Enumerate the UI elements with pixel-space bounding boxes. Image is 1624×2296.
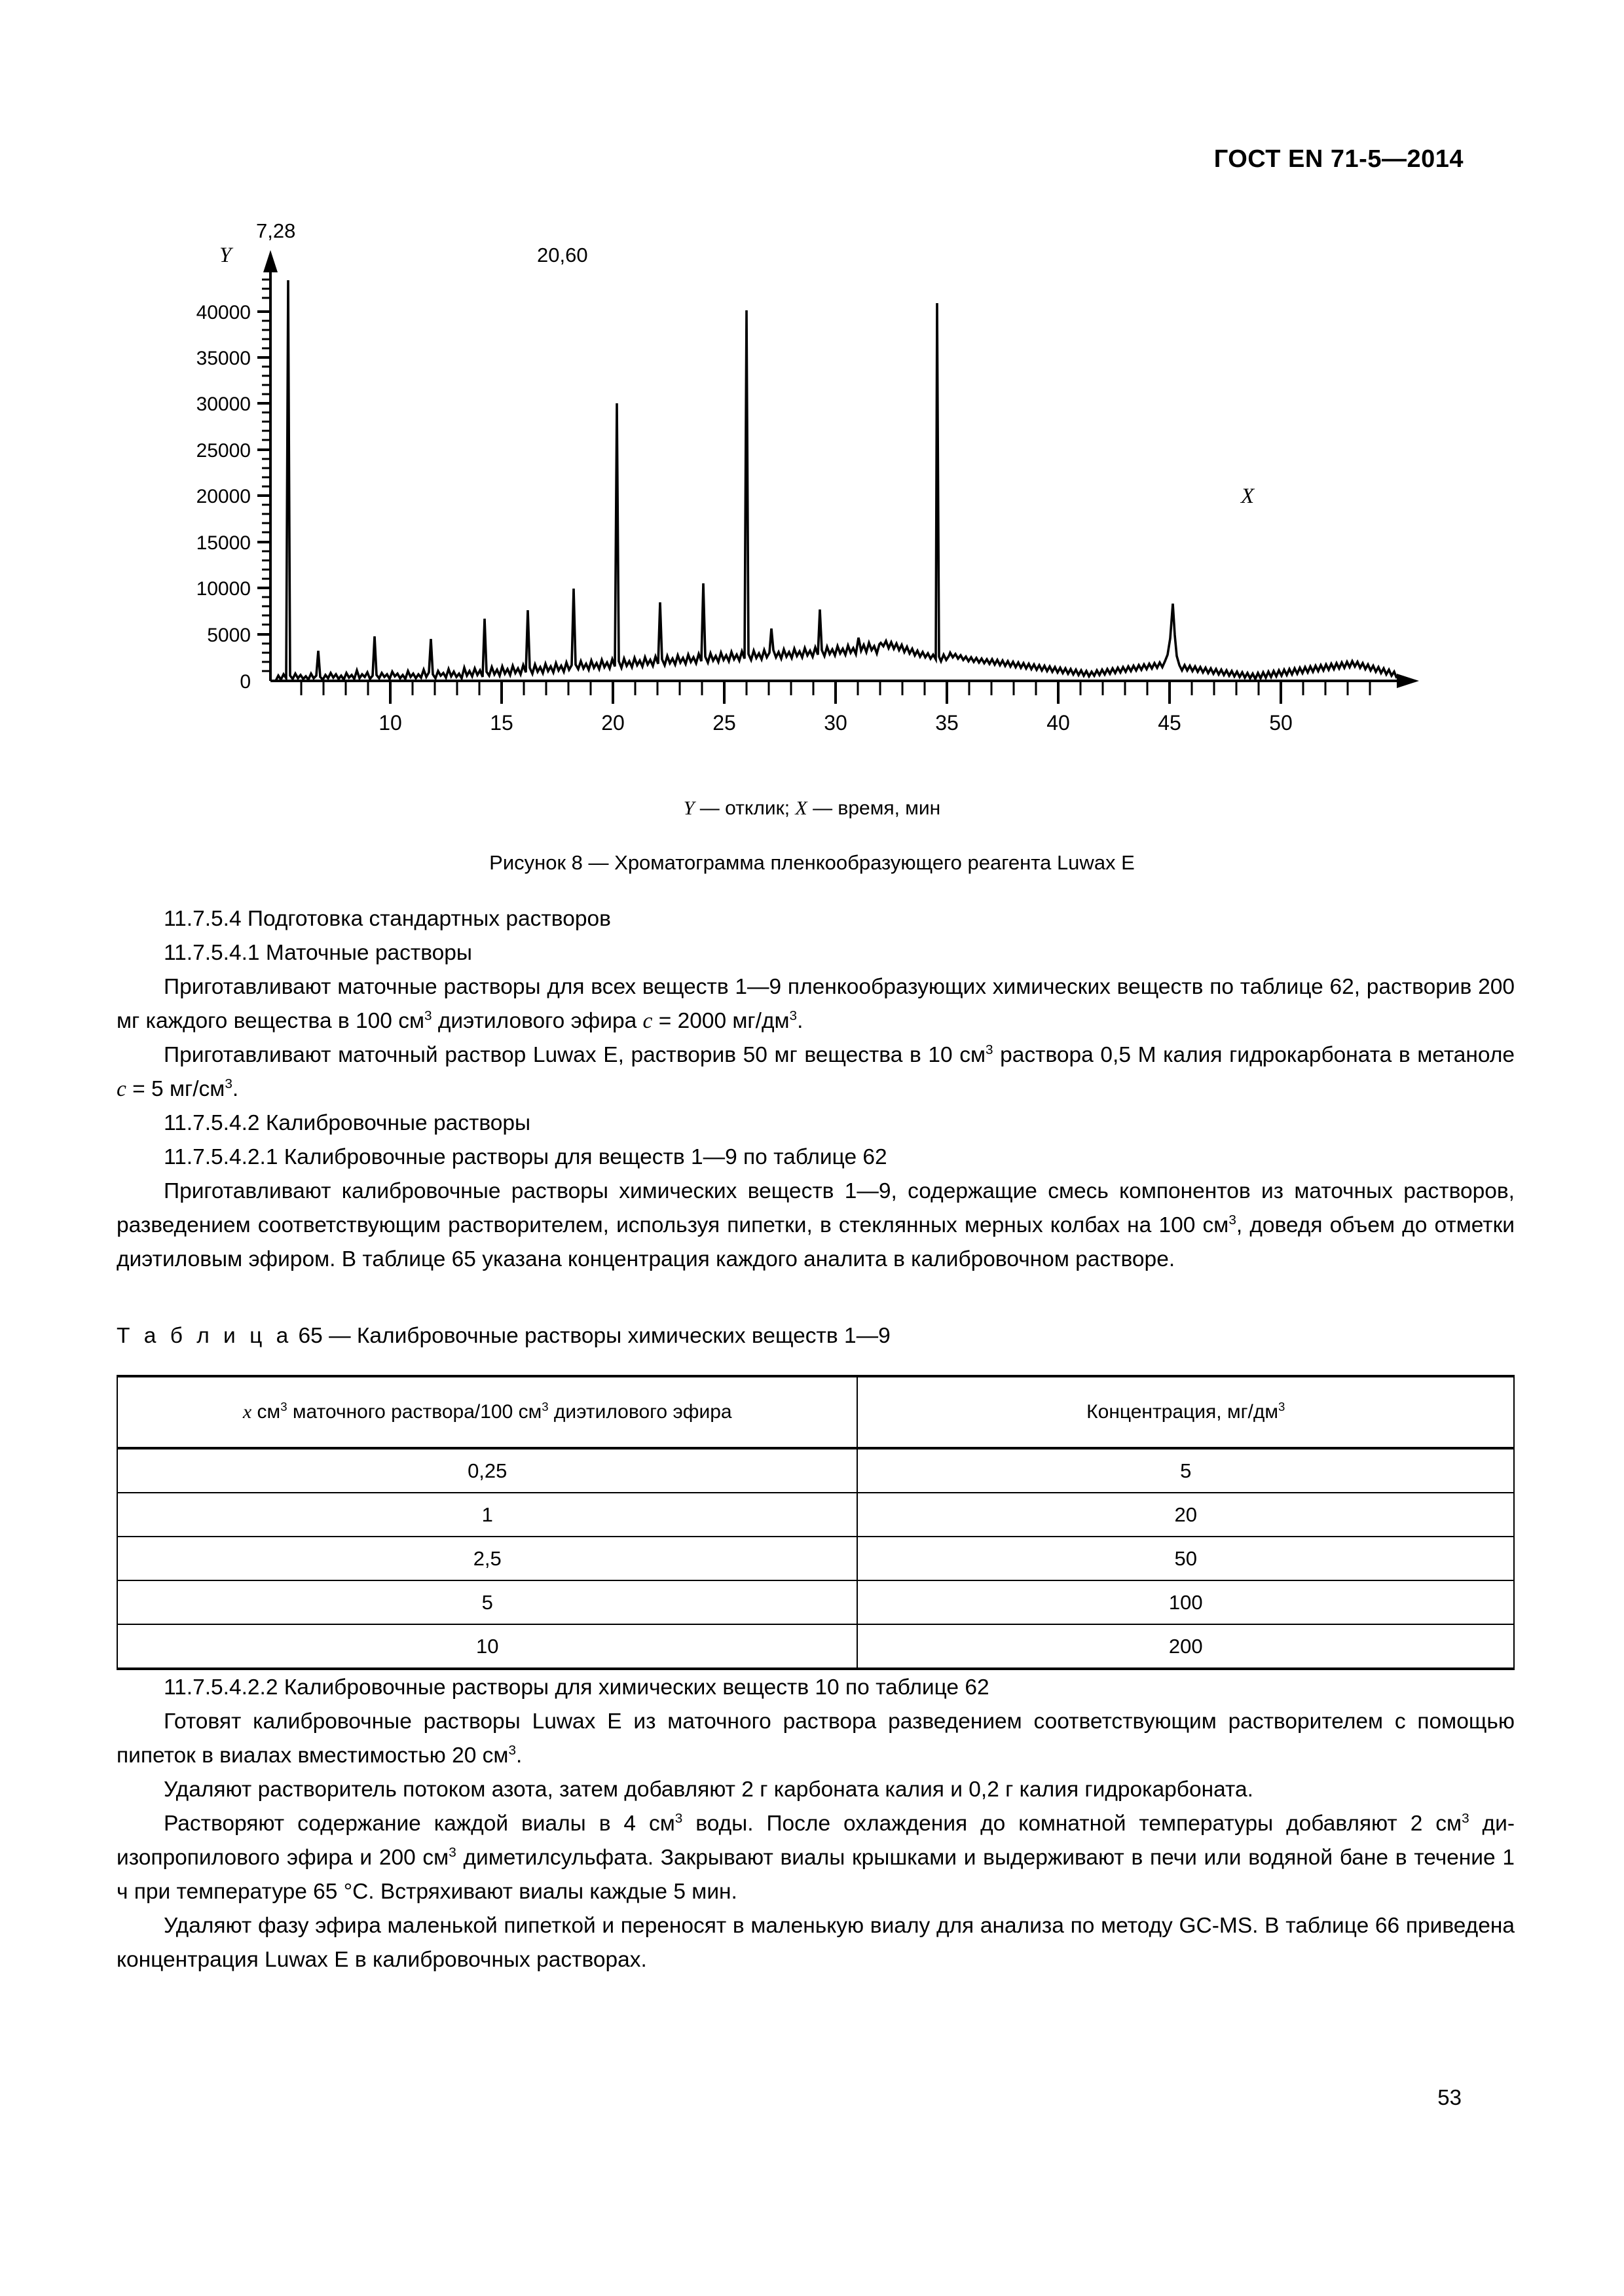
cell-concentration: 50	[857, 1537, 1514, 1580]
legend-x-text: — время, мин	[807, 797, 941, 819]
document-standard-id: ГОСТ EN 71-5—2014	[1213, 145, 1464, 173]
chromatogram-trace	[276, 280, 1397, 681]
svg-text:25000: 25000	[196, 440, 251, 462]
para-6-sup-3: 3	[449, 1844, 456, 1860]
svg-text:50: 50	[1269, 711, 1293, 735]
para-2-part-e: .	[232, 1077, 239, 1101]
para-6-part-b: воды. После охлаждения до комнатной температуры добавляют 2 см	[682, 1812, 1462, 1836]
para-4-part-b: .	[516, 1743, 523, 1768]
svg-text:30: 30	[824, 711, 847, 735]
svg-text:35: 35	[935, 711, 959, 735]
svg-text:30000: 30000	[196, 393, 251, 415]
svg-text:45: 45	[1158, 711, 1181, 735]
x-axis-ticks	[301, 681, 1370, 704]
para-6-part-c: ди-изопропилового эфира и 200 см	[117, 1812, 1515, 1870]
svg-text:35000: 35000	[196, 348, 251, 369]
table-caption-rest: 65 — Калибровочные растворы химических веществ 1—9	[292, 1324, 891, 1348]
paragraph-luwax-calibration	[117, 1705, 1515, 1773]
cell-volume: 0,25	[117, 1448, 857, 1493]
svg-text:20000: 20000	[196, 486, 251, 507]
svg-text:0: 0	[240, 671, 251, 693]
para-2-part-d: = 5 мг/см	[126, 1077, 225, 1101]
svg-text:15: 15	[490, 711, 513, 735]
table-row	[117, 1624, 1514, 1669]
para-2-part-a: Приготавливают маточный раствор Luwax E, растворив 50 мг вещества в 10 см	[164, 1043, 986, 1067]
para-6-part-a: Растворяют содержание каждой виалы в 4 см	[164, 1812, 675, 1836]
para-2-sup-1: 3	[985, 1042, 993, 1057]
svg-text:40000: 40000	[196, 302, 251, 323]
column-header-volume-symbol: x	[242, 1401, 252, 1423]
para-2-sup-2: 3	[225, 1076, 232, 1091]
cell-concentration: 200	[857, 1624, 1514, 1669]
table-65-caption	[117, 1324, 891, 1349]
svg-text:10: 10	[378, 711, 402, 735]
paragraph-dissolution	[117, 1807, 1515, 1909]
para-2-part-b: раствора 0,5 М калия гидрокарбоната в метаноле	[993, 1043, 1515, 1067]
x-axis-letter: X	[1241, 484, 1255, 508]
svg-text:20: 20	[601, 711, 625, 735]
x-axis-tick-labels	[378, 711, 1293, 735]
para-6-part-d: диметилсульфата. Закрывают виалы крышками и выдерживают в печи или водяной бане в течение 1 ч при температуре 65 °C. Встряхивают виалы каждые 5 мин.	[117, 1846, 1515, 1904]
para-1-part-a: Приготавливают маточные растворы для всех веществ 1—9 пленкообразующих химических веществ по таблице 62, растворив 200 мг каждого вещества в 100 см	[117, 975, 1515, 1033]
para-1-sup-1: 3	[424, 1008, 432, 1023]
heading-11-7-5-4: 11.7.5.4 Подготовка стандартных растворов	[164, 907, 611, 931]
peak-label-2060: 20,60	[537, 244, 588, 266]
para-2-symbol-c: c	[117, 1077, 126, 1101]
y-axis-ticks	[196, 302, 270, 693]
para-3-part-b: , доведя объем до отметки диэтиловым эфиром. В таблице 65 указана концентрация каждого аналита в калибровочном растворе.	[117, 1213, 1515, 1271]
cell-concentration: 100	[857, 1580, 1514, 1624]
cell-volume: 1	[117, 1493, 857, 1537]
table-row	[117, 1537, 1514, 1580]
paragraph-solvent-removal: Удаляют растворитель потоком азота, затем добавляют 2 г карбоната калия и 0,2 г калия гидрокарбоната.	[164, 1777, 1253, 1802]
para-1-part-d: = 2000 мг/дм	[652, 1009, 790, 1033]
cell-volume: 2,5	[117, 1537, 857, 1580]
heading-11-7-5-4-2: 11.7.5.4.2 Калибровочные растворы	[164, 1111, 531, 1135]
column-header-volume-a: см	[251, 1401, 281, 1423]
svg-text:10000: 10000	[196, 578, 251, 600]
page-number: 53	[1437, 2085, 1462, 2109]
legend-x-letter: X	[795, 797, 807, 819]
para-6-sup-2: 3	[1462, 1810, 1469, 1826]
para-4-sup-1: 3	[508, 1742, 516, 1758]
table-row	[117, 1448, 1514, 1493]
paragraph-calibration-solutions	[117, 1175, 1515, 1277]
figure-8-block	[160, 203, 1464, 773]
svg-text:40: 40	[1046, 711, 1070, 735]
cell-concentration: 5	[857, 1448, 1514, 1493]
paragraph-gcms-analysis: Удаляют фазу эфира маленькой пипеткой и переносят в маленькую виалу для анализа по методу GC-MS. В таблице 66 приведена концентрация Luwax E в калибровочных растворах.	[117, 1914, 1515, 1972]
svg-text:15000: 15000	[196, 532, 251, 554]
y-axis-letter: Y	[219, 244, 232, 267]
peak-label-728: 7,28	[256, 219, 296, 242]
table-row	[117, 1580, 1514, 1624]
svg-text:25: 25	[712, 711, 736, 735]
paragraph-stock-solutions-2	[117, 1038, 1515, 1106]
table-caption-word: Т а б л и ц а	[117, 1324, 293, 1348]
para-3-sup-1: 3	[1228, 1212, 1236, 1228]
chromatogram-plot	[160, 203, 1464, 773]
table-65	[117, 1375, 1515, 1670]
body-text-block	[117, 902, 1515, 1277]
column-header-concentration-sup1: 3	[1278, 1400, 1285, 1413]
heading-11-7-5-4-2-1: 11.7.5.4.2.1 Калибровочные растворы для веществ 1—9 по таблице 62	[164, 1145, 887, 1169]
heading-11-7-5-4-2-2: 11.7.5.4.2.2 Калибровочные растворы для химических веществ 10 по таблице 62	[164, 1675, 989, 1700]
heading-11-7-5-4-1: 11.7.5.4.1 Маточные растворы	[164, 941, 472, 965]
chromatogram-chart	[160, 203, 1464, 773]
column-header-volume-c: диэтилового эфира	[548, 1401, 732, 1423]
para-4-part-a: Готовят калибровочные растворы Luwax E из маточного раствора разведением соответствующим растворителем с помощью пипеток в виалах вместимостью 20 см	[117, 1709, 1515, 1768]
figure-caption: Рисунок 8 — Хроматограмма пленкообразующего реагента Luwax E	[489, 851, 1135, 874]
table-row	[117, 1493, 1514, 1537]
para-1-part-e: .	[797, 1009, 803, 1033]
figure-axis-legend	[0, 797, 1624, 820]
para-1-part-b: диэтилового эфира	[432, 1009, 643, 1033]
tail-text-block	[117, 1671, 1515, 1977]
legend-y-letter: Y	[683, 797, 695, 819]
cell-concentration: 20	[857, 1493, 1514, 1537]
para-3-part-a: Приготавливают калибровочные растворы химических веществ 1—9, содержащие смесь компонентов из маточных растворов, разведением соответствующим растворителем, используя пипетки, в стеклянных мерных колбах на 100 см	[117, 1179, 1515, 1237]
column-header-concentration-a: Концентрация, мг/дм	[1086, 1401, 1278, 1423]
column-header-volume	[117, 1376, 857, 1448]
para-6-sup-1: 3	[674, 1810, 683, 1826]
para-1-symbol-c: c	[642, 1009, 653, 1033]
column-header-volume-sup2: 3	[542, 1400, 549, 1413]
column-header-volume-b: маточного раствора/100 см	[287, 1401, 542, 1423]
svg-text:5000: 5000	[207, 625, 251, 646]
legend-y-text: — отклик;	[694, 797, 796, 819]
table-header-row	[117, 1376, 1514, 1448]
column-header-concentration	[857, 1376, 1514, 1448]
cell-volume: 10	[117, 1624, 857, 1669]
paragraph-stock-solutions-1	[117, 970, 1515, 1038]
para-1-sup-2: 3	[789, 1008, 798, 1023]
column-header-volume-sup1: 3	[280, 1400, 287, 1413]
cell-volume: 5	[117, 1580, 857, 1624]
